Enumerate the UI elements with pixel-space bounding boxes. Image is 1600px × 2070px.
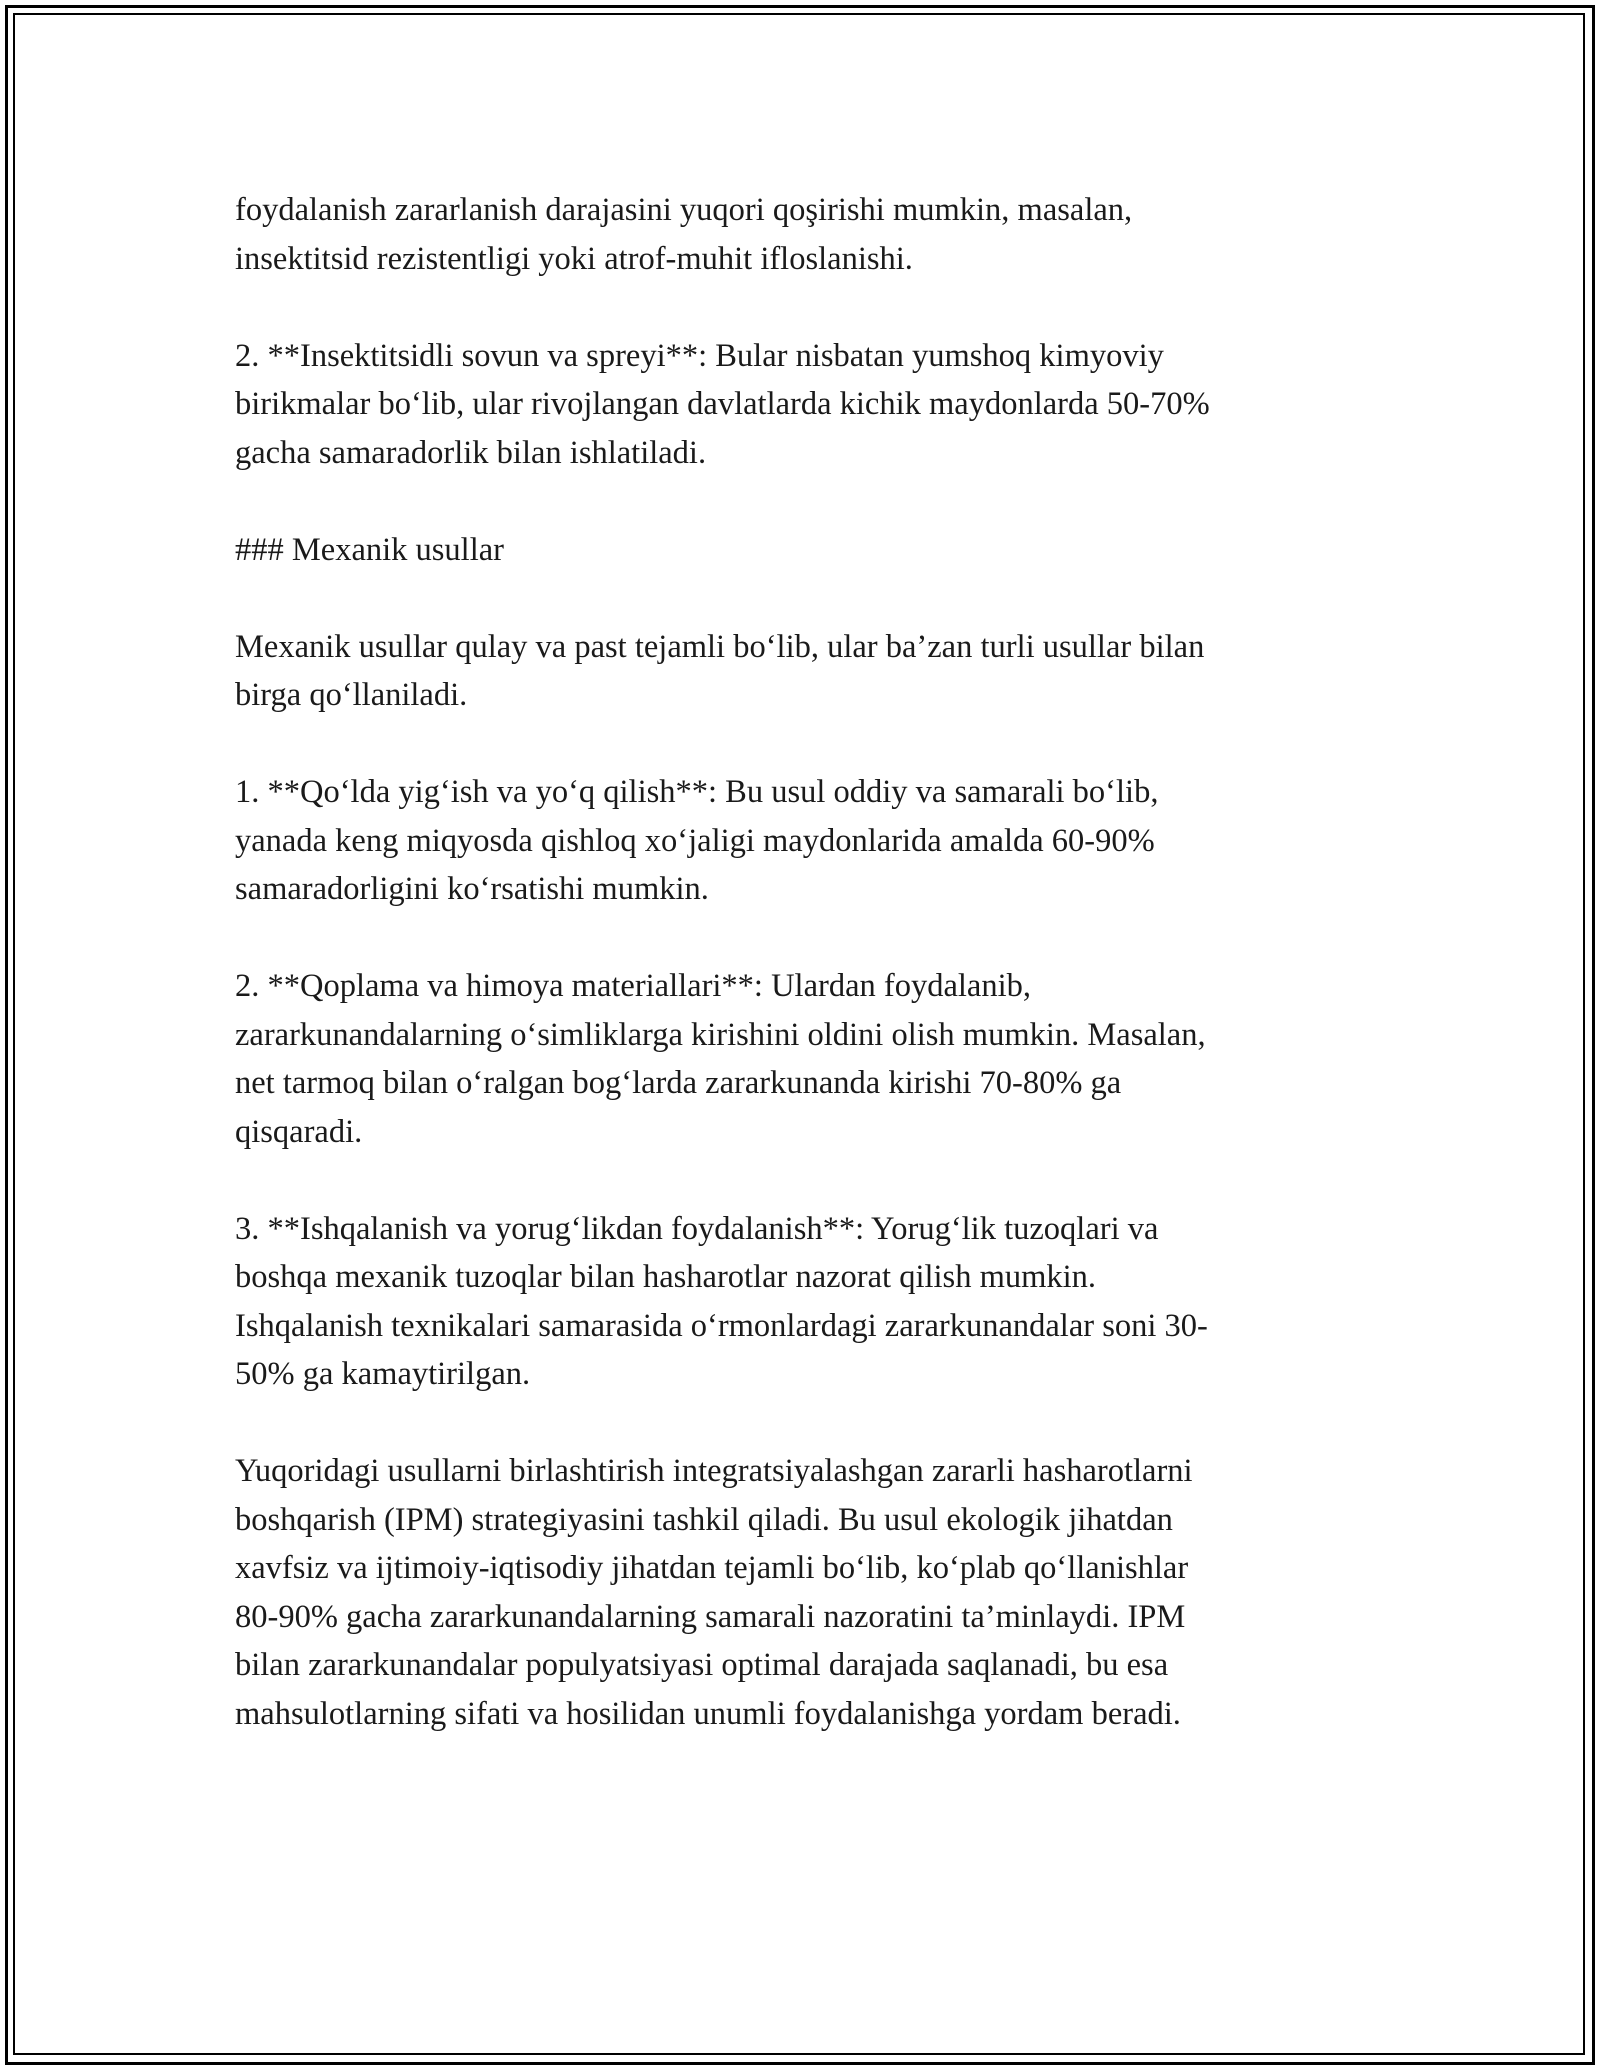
section-heading-mechanical-methods: ### Mexanik usullar	[235, 531, 504, 568]
list-item-insecticidal-soap: 2. **Insektitsidli sovun va spreyi**: Bular nisbatan yumshoq kimyoviy birikmalar bo‘lib, ular rivojlangan davlatlarda kichik maydonlarda 50-70% gacha samaradorlik bilan ishlatiladi.	[235, 337, 1210, 471]
list-item-hand-collection: 1. **Qo‘lda yig‘ish va yo‘q qilish**: Bu usul oddiy va samarali bo‘lib, yanada keng miqyosda qishloq xo‘jaligi maydonlarida amalda 60-90% samaradorligini ko‘rsatishi mumkin.	[235, 774, 1159, 907]
list-item-light-traps: 3. **Ishqalanish va yorug‘likdan foydalanish**: Yorug‘lik tuzoqlari va boshqa mexanik tuzoqlar bilan hasharotlar nazorat qilish mumkin. Ishqalanish texnikalari samarasida o‘rmonlardagi zararkunandalar soni 30- 50% ga kamaytirilgan.	[235, 1210, 1208, 1392]
list-item-covering-materials: 2. **Qoplama va himoya materiallari**: Ulardan foydalanib, zararkunandalarning o‘simliklarga kirishini oldini olish mumkin. Masalan, net tarmoq bilan o‘ralgan bog‘larda zararkunanda kirishi 70-80% ga qisqaradi.	[235, 968, 1206, 1150]
paragraph-mechanical-intro: Mexanik usullar qulay va past tejamli bo‘lib, ular ba’zan turli usullar bilan birga qo‘llaniladi.	[235, 628, 1205, 713]
paragraph-continuation: foydalanish zararlanish darajasini yuqori qoşirishi mumkin, masalan, insektitsid rezistentligi yoki atrof-muhit ifloslanishi.	[235, 192, 1133, 277]
document-body	[235, 186, 1355, 1787]
paragraph-ipm-conclusion: Yuqoridagi usullarni birlashtirish integratsiyalashgan zararli hasharotlarni boshqarish (IPM) strategiyasini tashkil qiladi. Bu usul ekologik jihatdan xavfsiz va ijtimoiy-iqtisodiy jihatdan tejamli bo‘lib, ko‘plab qo‘llanishlar 80-90% gacha zararkunandalarning samarali nazoratini ta’minlaydi. IPM bilan zararkunandalar populyatsiyasi optimal darajada saqlanadi, bu esa mahsulotlarning sifati va hosilidan unumli foydalanishga yordam beradi.	[235, 1453, 1193, 1732]
